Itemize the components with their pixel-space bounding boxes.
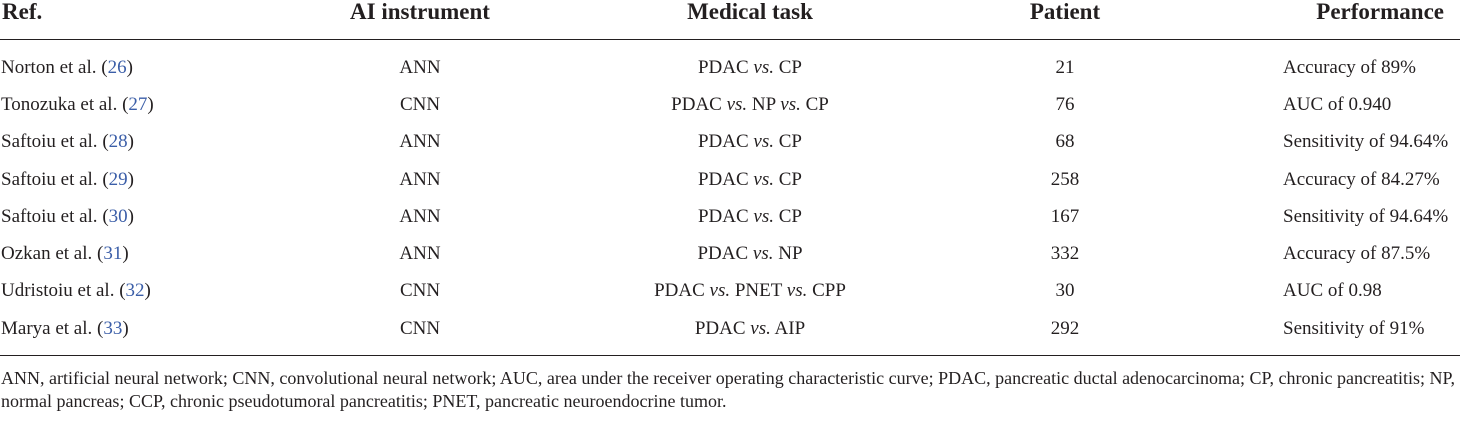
cell-performance: Accuracy of 84.27% [1283, 168, 1440, 190]
task-term: CP [778, 168, 802, 190]
table-body [0, 40, 1460, 356]
cell-medical-task [540, 273, 960, 310]
cell-medical-task [540, 235, 960, 272]
table-row [0, 198, 1460, 235]
ref-author: Udristoiu et al. [1, 280, 115, 302]
ref-author: Ozkan et al. [1, 243, 93, 265]
vs-label: vs. [753, 131, 774, 153]
cell-patient: 332 [1050, 243, 1080, 265]
ref-author: Tonozuka et al. [1, 93, 118, 115]
task-term: CP [778, 131, 802, 153]
cell-medical-task [540, 124, 960, 161]
cell-performance: Accuracy of 87.5% [1283, 243, 1431, 265]
task-term: CP [805, 93, 829, 115]
cell-ai-instrument: ANN [399, 56, 441, 78]
ref-author: Norton et al. [1, 56, 97, 78]
cell-medical-task [540, 161, 960, 198]
citation-link[interactable]: 32 [125, 280, 145, 302]
cell-medical-task [540, 310, 960, 356]
citation-link[interactable]: 27 [128, 93, 148, 115]
cell-patient: 258 [1050, 168, 1080, 190]
citation-link[interactable]: 31 [103, 243, 123, 265]
task-term: PDAC [697, 243, 749, 265]
cell-ai-instrument: CNN [300, 310, 540, 356]
table-row [0, 273, 1460, 310]
cell-performance: AUC of 0.98 [1283, 280, 1382, 302]
cell-ai-instrument: ANN [399, 168, 441, 190]
table-row [0, 161, 1460, 198]
task-term: CP [778, 205, 802, 227]
cell-ai-instrument: CNN [399, 280, 441, 302]
task-term: PDAC [697, 205, 749, 227]
cell-ai-instrument: ANN [399, 243, 441, 265]
vs-label: vs. [780, 93, 801, 115]
header-medical-task: Medical task [540, 0, 960, 40]
vs-label: vs. [726, 93, 748, 115]
header-row [0, 0, 1460, 40]
cell-ref: Saftoiu et al. (30) [1, 205, 134, 227]
citation-link[interactable]: 28 [108, 131, 128, 153]
ref-author: Saftoiu et al. [1, 131, 98, 153]
cell-ai-instrument: ANN [399, 205, 441, 227]
vs-label: vs. [709, 280, 731, 302]
task-term: PDAC [697, 56, 749, 78]
cell-ref: Udristoiu et al. (32) [1, 280, 151, 302]
header-performance: Performance [1170, 0, 1460, 40]
cell-ref: Saftoiu et al. (29) [1, 168, 134, 190]
ref-author: Saftoiu et al. [1, 205, 98, 227]
cell-performance: Accuracy of 89% [1283, 56, 1416, 78]
ref-author: Saftoiu et al. [1, 168, 98, 190]
header-ref: Ref. [0, 0, 300, 40]
cell-performance: Sensitivity of 94.64% [1283, 205, 1449, 227]
task-term: PNET [734, 280, 783, 302]
table-row [0, 124, 1460, 161]
vs-label: vs. [753, 205, 774, 227]
cell-ref: Tonozuka et al. (27) [1, 93, 154, 115]
cell-patient: 68 [1055, 131, 1075, 153]
table-row [0, 86, 1460, 123]
cell-patient: 167 [1050, 205, 1080, 227]
cell-ref: Marya et al. (33) [0, 310, 300, 356]
cell-ref: Saftoiu et al. (28) [1, 131, 134, 153]
cell-medical-task [540, 40, 960, 87]
task-term: CP [778, 56, 802, 78]
header-ai-instrument: AI instrument [300, 0, 540, 40]
ref-author: Marya et al. [1, 317, 93, 339]
vs-label: vs. [750, 317, 771, 339]
task-term: PDAC [694, 317, 746, 339]
task-term: PDAC [654, 280, 705, 302]
citation-link[interactable]: 29 [108, 168, 128, 190]
vs-label: vs. [786, 280, 808, 302]
citation-link[interactable]: 26 [107, 56, 127, 78]
cell-medical-task [540, 86, 960, 123]
cell-performance: AUC of 0.940 [1283, 93, 1392, 115]
cell-patient: 21 [1055, 56, 1075, 78]
citation-link[interactable]: 33 [103, 317, 123, 339]
task-term: PDAC [697, 131, 749, 153]
header-patient: Patient [960, 0, 1170, 40]
task-term: PDAC [671, 93, 722, 115]
table-footnote: ANN, artificial neural network; CNN, convolutional neural network; AUC, area under the receiver operating characteristic curve; PDAC, pancreatic ductal adenocarcinoma; CP, chronic pancreatitis; NP, normal pancreas; CCP, chronic pseudotumoral pancreatitis; PNET, pancreatic neuroendocrine tumor. [1, 368, 1455, 412]
task-term: CPP [812, 280, 846, 302]
cell-ai-instrument: ANN [399, 131, 441, 153]
cell-patient: 292 [960, 310, 1170, 356]
table-row [0, 235, 1460, 272]
cell-ref: Ozkan et al. (31) [1, 243, 129, 265]
task-term: PDAC [697, 168, 749, 190]
cell-performance: Sensitivity of 91% [1170, 310, 1460, 356]
citation-link[interactable]: 30 [108, 205, 128, 227]
cell-ref: Norton et al. (26) [1, 56, 133, 78]
cell-ai-instrument: CNN [399, 93, 441, 115]
cell-patient: 76 [1055, 93, 1075, 115]
cell-patient: 30 [1055, 280, 1075, 302]
cell-medical-task [540, 198, 960, 235]
table-row [0, 310, 1460, 356]
task-term: NP [778, 243, 803, 265]
task-term: NP [751, 93, 776, 115]
table-row [0, 40, 1460, 87]
task-term: AIP [774, 317, 806, 339]
vs-label: vs. [752, 243, 774, 265]
vs-label: vs. [753, 168, 774, 190]
vs-label: vs. [753, 56, 774, 78]
cell-performance: Sensitivity of 94.64% [1283, 131, 1449, 153]
